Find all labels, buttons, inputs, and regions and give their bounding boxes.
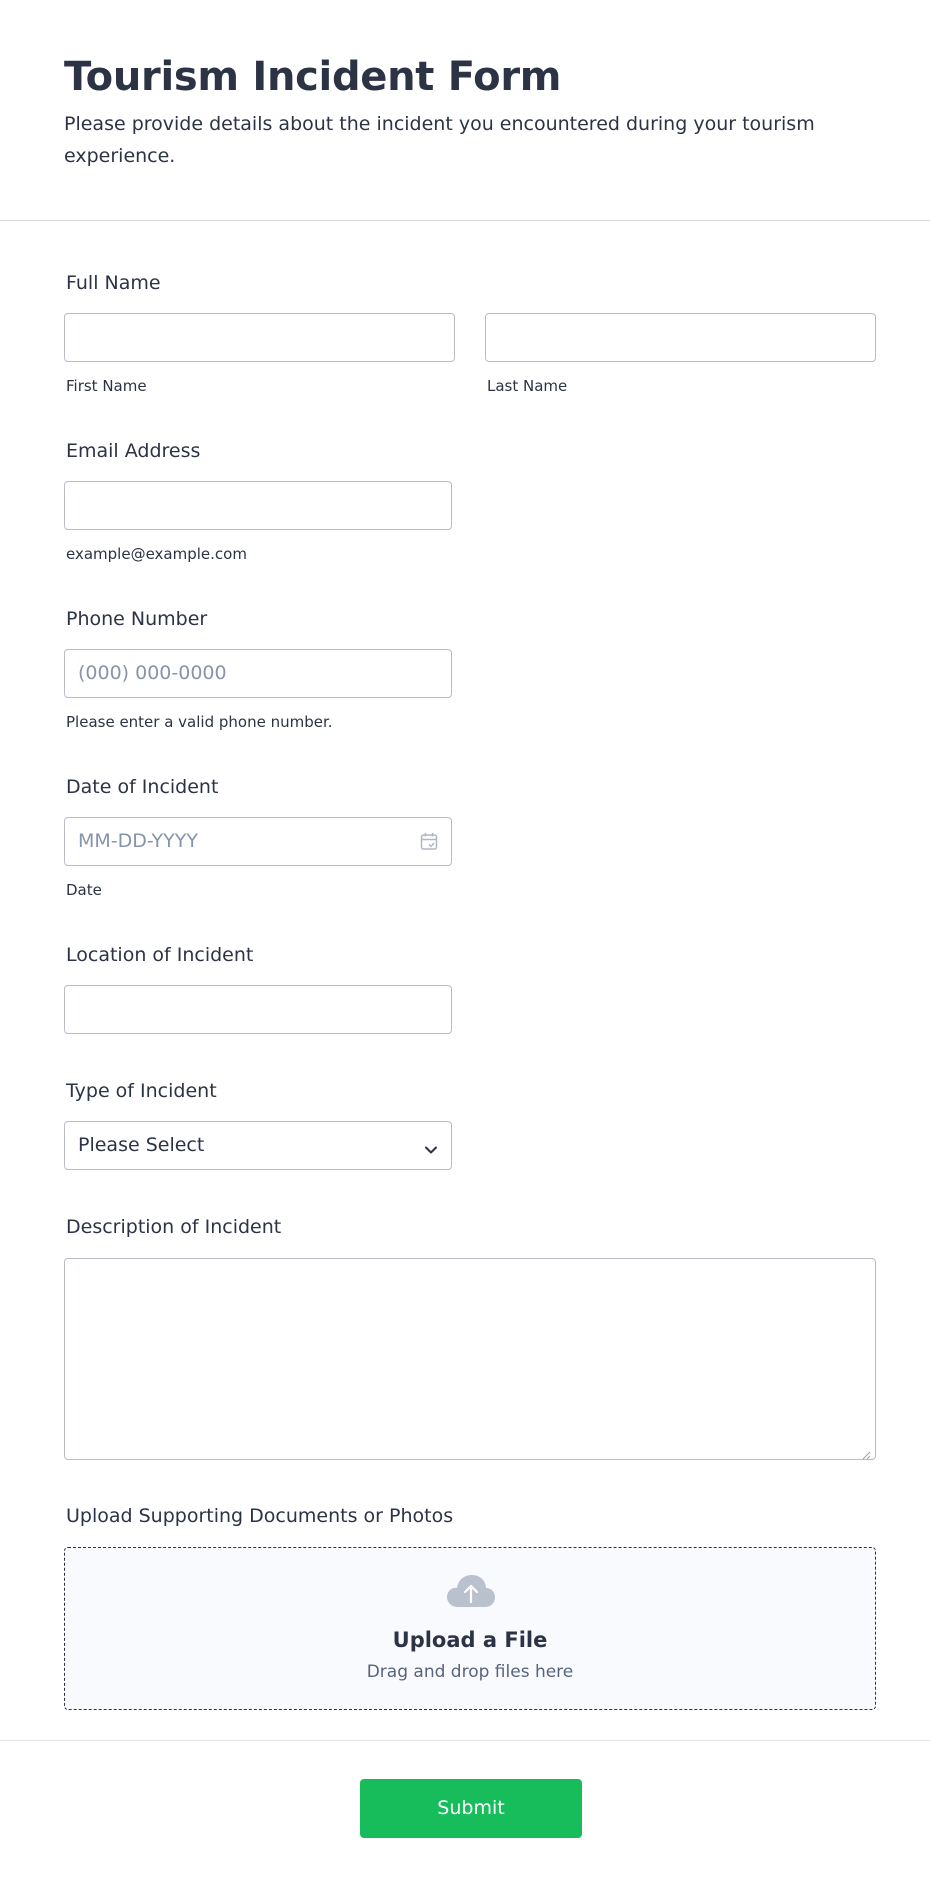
last-name-sublabel: Last Name bbox=[487, 377, 568, 395]
date-placeholder: MM-DD-YYYY bbox=[78, 830, 198, 852]
page-title: Tourism Incident Form bbox=[64, 54, 562, 100]
calendar-icon[interactable] bbox=[420, 832, 438, 851]
date-sublabel: Date bbox=[66, 881, 102, 899]
email-label: Email Address bbox=[66, 440, 201, 462]
date-input[interactable] bbox=[64, 817, 452, 866]
upload-title: Upload a File bbox=[392, 1628, 548, 1652]
chevron-down-icon bbox=[424, 1140, 438, 1150]
type-label: Type of Incident bbox=[66, 1080, 217, 1102]
first-name-input[interactable] bbox=[64, 313, 455, 362]
phone-input[interactable] bbox=[64, 649, 452, 698]
date-label: Date of Incident bbox=[66, 776, 219, 798]
upload-dropzone[interactable] bbox=[64, 1547, 876, 1710]
phone-label: Phone Number bbox=[66, 608, 208, 630]
last-name-input[interactable] bbox=[485, 313, 876, 362]
resize-handle-icon[interactable] bbox=[861, 1445, 871, 1455]
page-subtitle: Please provide details about the incident you encountered during your tourism experience. bbox=[64, 113, 815, 167]
description-label: Description of Incident bbox=[66, 1216, 282, 1238]
upload-subtitle: Drag and drop files here bbox=[366, 1662, 574, 1682]
location-label: Location of Incident bbox=[66, 944, 254, 966]
phone-sublabel: Please enter a valid phone number. bbox=[66, 713, 333, 731]
phone-placeholder: (000) 000-0000 bbox=[78, 662, 227, 684]
type-select[interactable] bbox=[64, 1121, 452, 1170]
upload-label: Upload Supporting Documents or Photos bbox=[66, 1505, 454, 1527]
type-selected-value: Please Select bbox=[78, 1134, 205, 1156]
form-header bbox=[0, 0, 930, 221]
cloud-upload-icon bbox=[446, 1574, 496, 1608]
location-input[interactable] bbox=[64, 985, 452, 1034]
first-name-sublabel: First Name bbox=[66, 377, 147, 395]
footer-divider bbox=[0, 1740, 930, 1741]
description-textarea[interactable] bbox=[64, 1258, 876, 1460]
email-field[interactable] bbox=[64, 481, 452, 530]
full-name-label: Full Name bbox=[66, 272, 161, 294]
email-sublabel: example@example.com bbox=[66, 545, 247, 563]
submit-button[interactable]: Submit bbox=[360, 1779, 582, 1838]
